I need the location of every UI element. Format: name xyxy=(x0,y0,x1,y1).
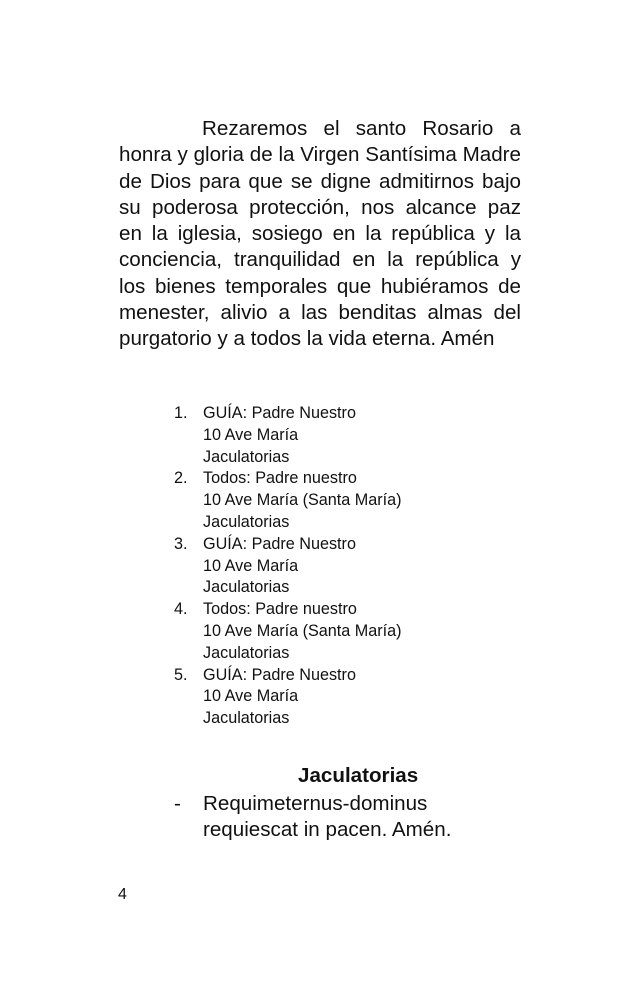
list-item-line: 10 Ave María (Santa María) xyxy=(203,491,402,510)
dash-bullet: - xyxy=(174,792,181,815)
list-item-line: 10 Ave María xyxy=(203,687,299,706)
list-item-number: 1. xyxy=(174,404,188,422)
list-item xyxy=(174,534,402,599)
list-item-line: Jaculatorias xyxy=(203,578,290,597)
decades-list xyxy=(174,403,402,730)
list-item-line: Todos: Padre nuestro xyxy=(203,600,357,619)
list-item-number: 3. xyxy=(174,534,188,553)
list-item-number: 2. xyxy=(174,469,188,488)
list-item xyxy=(174,403,402,468)
list-item-line: Jaculatorias xyxy=(203,512,290,531)
list-item-number: 4. xyxy=(174,600,188,619)
list-item-line: 10 Ave María (Santa María) xyxy=(203,621,402,640)
list-item-line: Jaculatorias xyxy=(203,643,290,662)
list-item-line: GUÍA: Padre Nuestro xyxy=(203,665,356,684)
list-item xyxy=(174,599,402,664)
page-number: 4 xyxy=(118,886,127,903)
jaculatoria-item xyxy=(174,791,451,844)
list-item-line: 10 Ave María xyxy=(203,425,299,444)
list-item xyxy=(174,665,402,730)
jaculatoria-line: requiescat in pacen. Amén. xyxy=(203,818,452,842)
list-item xyxy=(174,468,402,533)
jaculatoria-line: Requimeternus-dominus xyxy=(203,792,428,815)
list-item-line: Jaculatorias xyxy=(203,709,290,728)
list-item-number: 5. xyxy=(174,665,188,684)
list-item-line: 10 Ave María xyxy=(203,556,299,575)
jaculatorias-heading: Jaculatorias xyxy=(298,764,419,787)
prayer-paragraph: Rezaremos el santo Rosario a honra y gloria de la Virgen Santísima Madre de Dios para que se digne admitirnos bajo su poderosa protección, nos alcance paz en la iglesia, sosiego en la república y la conciencia, tranquilidad en la república y los bienes temporales que hubiéramos de menester, alivio a las benditas almas del purgatorio y a todos la vida eterna. Amén xyxy=(119,117,521,351)
list-item-line: GUÍA: Padre Nuestro xyxy=(203,404,356,422)
list-item-line: Jaculatorias xyxy=(203,447,290,466)
list-item-line: GUÍA: Padre Nuestro xyxy=(203,534,356,553)
list-item-line: Todos: Padre nuestro xyxy=(203,469,357,488)
